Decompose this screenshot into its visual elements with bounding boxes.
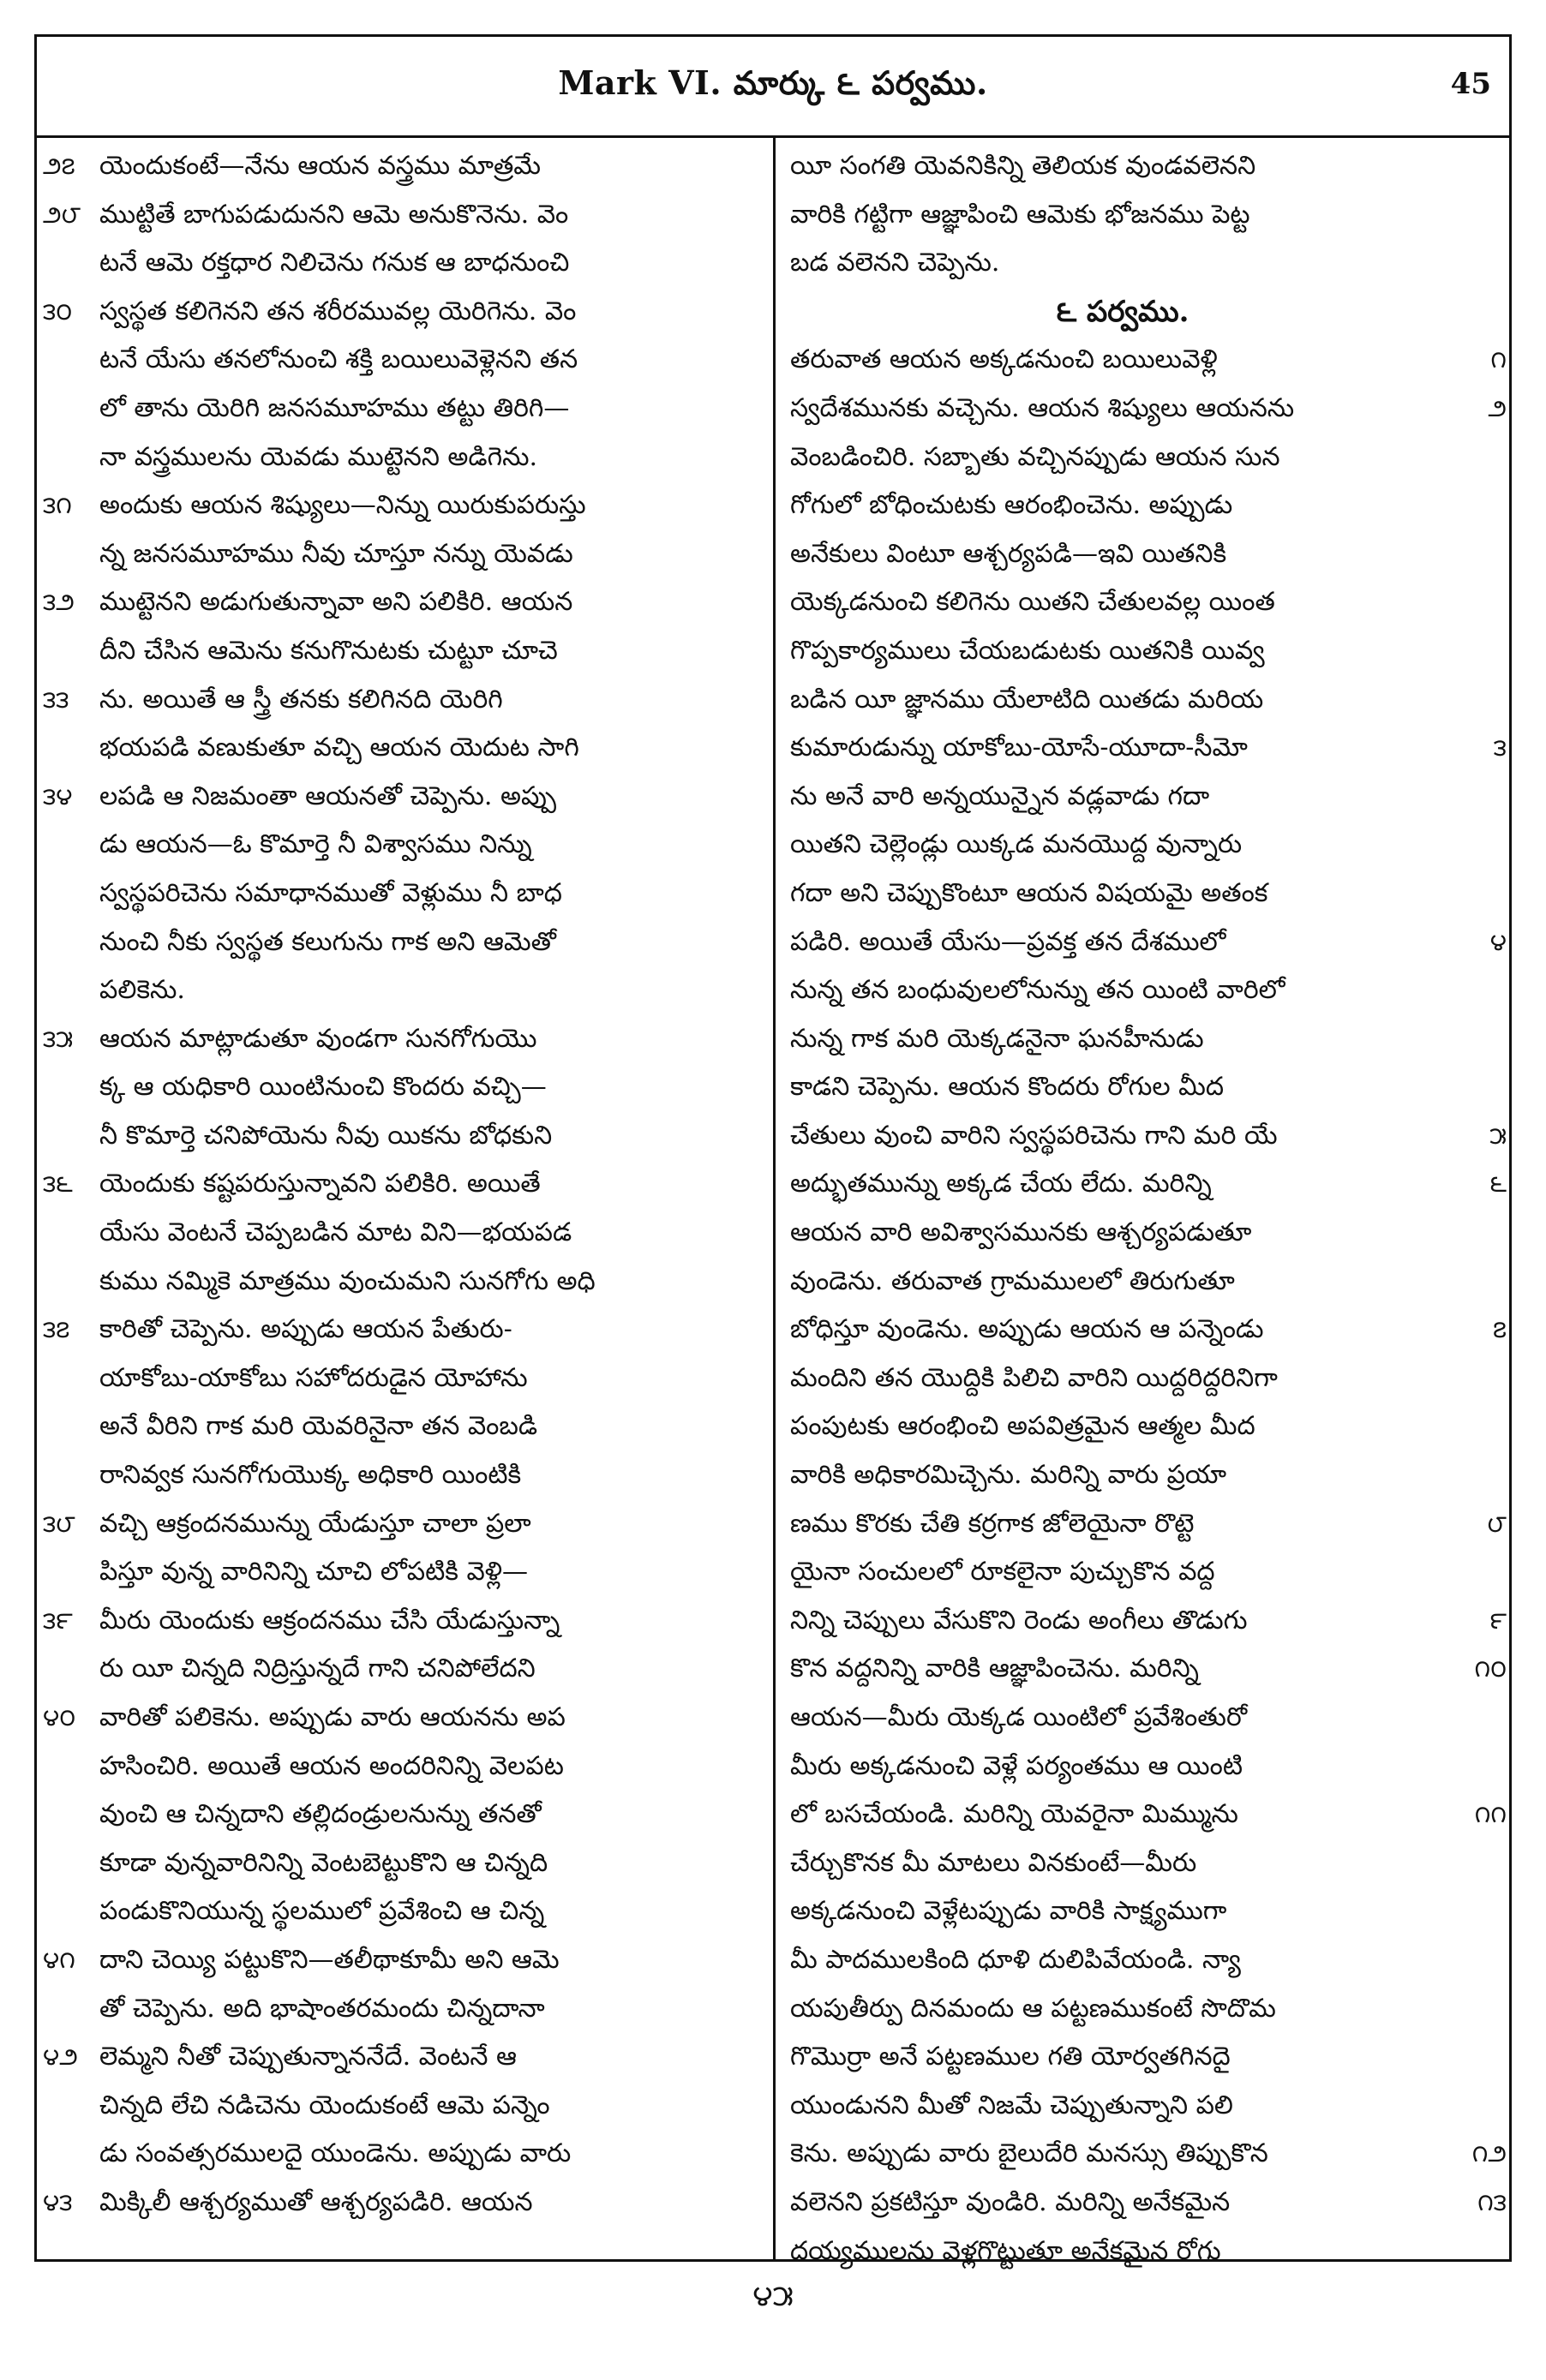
line-text: కూడా వున్నవారినిన్ని వెంటబెట్టుకొని ఆ చిన్నది — [99, 1847, 548, 1878]
text-line — [99, 239, 764, 288]
verse-number: ౧౨ — [1471, 2139, 1507, 2168]
verse-number: ౧ — [1490, 345, 1507, 374]
verse-number: ౬ — [1489, 1169, 1507, 1199]
verse-number: ౮ — [1487, 1509, 1507, 1538]
line-text: బోధిస్తూ వుండెను. అప్పుడు ఆయన ఆ పన్నెండు — [790, 1314, 1264, 1345]
line-text: యెందుకంటే—నేను ఆయన వస్త్రము మాత్రమే — [99, 151, 542, 181]
verse-number: ౩౨ — [43, 588, 75, 617]
line-text: క్క ఆ యధికారి యింటినుంచి కొందరు వచ్చి— — [99, 1072, 547, 1103]
line-text: ముట్టితే బాగుపడుదునని ఆమె అనుకొనెను. వెం — [99, 199, 569, 230]
line-text: కాడని చెప్పెను. ఆయన కొందరు రోగుల మీద — [790, 1072, 1225, 1103]
line-text: డు ఆయన—ఓ కొమార్తె నీ విశ్వాసము నిన్ను — [99, 829, 532, 860]
line-text: గొమొర్రా అనే పట్టణముల గతి యోర్వతగినదై — [790, 2042, 1231, 2072]
text-line — [790, 1209, 1455, 1258]
line-text: అక్కడనుంచి వెళ్లేటప్పుడు వారికి సాక్ష్యముగా — [790, 1896, 1227, 1927]
line-text: హసించిరి. అయితే ఆయన అందరినిన్ని వెలపట — [99, 1750, 564, 1781]
text-line — [790, 1548, 1455, 1597]
text-line — [43, 481, 764, 530]
text-line — [99, 1354, 764, 1403]
text-line — [99, 385, 764, 434]
line-text: ను అనే వారి అన్నయున్నైన వడ్లవాడు గదా — [790, 780, 1210, 811]
line-text: కొన వద్దనిన్ని వారికి ఆజ్ఞాపించెను. మరిన్ని — [790, 1653, 1199, 1684]
verse-number: ౯ — [1489, 1606, 1507, 1635]
line-text: తో చెప్పెను. అది భాషాంతరమందు చిన్నదానా — [99, 1993, 545, 2024]
text-line — [790, 676, 1455, 725]
line-text: ఆయన వారి అవిశ్వాసమునకు ఆశ్చర్యపడుతూ — [790, 1217, 1252, 1248]
verse-number: ౪౧ — [43, 1945, 75, 1974]
text-line — [790, 1887, 1455, 1936]
text-line — [790, 2033, 1455, 2082]
line-text: కెను. అప్పుడు వారు బైలుదేరి మనస్సు తిప్పుకొన — [790, 2138, 1268, 2169]
line-text: టనే యేసు తనలోనుంచి శక్తి బయిలువెళ్లెనని తన — [99, 344, 578, 375]
page-number: 45 — [1450, 67, 1491, 101]
line-text: బడ వలెనని చెప్పెను. — [790, 248, 1000, 278]
verse-number: ౪ — [1489, 927, 1507, 956]
line-text: అనేకులు వింటూ ఆశ్చర్యపడి—ఇవి యితనికి — [790, 538, 1227, 569]
line-text: కుమారుడున్ను యాకోబు-యోసే-యూదా-సీమో — [790, 733, 1248, 763]
verse-number: ౩౬ — [43, 1169, 73, 1199]
line-text: అందుకు ఆయన శిష్యులు—నిన్ను యిరుకుపరుస్తు — [99, 490, 586, 521]
text-line — [790, 1500, 1507, 1549]
line-text: మీరు యెందుకు ఆక్రందనము చేసి యేడుస్తున్నా — [99, 1605, 560, 1636]
line-text: వారితో పలికెను. అప్పుడు వారు ఆయనను అప — [99, 1702, 566, 1732]
text-line — [99, 1209, 764, 1258]
line-text: బడిన యీ జ్ఞానము యేలాటిది యితడు మరియ — [790, 684, 1264, 715]
text-line — [43, 1500, 764, 1549]
text-line — [790, 870, 1455, 918]
text-line — [99, 870, 764, 918]
text-line — [99, 1887, 764, 1936]
line-text: యేసు వెంటనే చెప్పబడిన మాట విని—భయపడ — [99, 1217, 572, 1248]
text-line — [790, 578, 1455, 627]
text-line — [43, 1597, 764, 1646]
line-text: పండుకొనియున్న స్థలములో ప్రవేశించి ఆ చిన్న — [99, 1896, 545, 1927]
line-text: యెక్కడనుంచి కలిగెను యితని చేతులవల్ల యింత — [790, 587, 1275, 618]
line-text: వెంబడించిరి. సబ్బాతు వచ్చినప్పుడు ఆయన సున — [790, 441, 1280, 472]
text-line — [99, 1258, 764, 1307]
line-text: దయ్యములను వెళ్లగొట్టుతూ అనేకమైన రోగు — [790, 2235, 1221, 2266]
line-text: నా వస్త్రములను యెవడు ముట్టెనని అడిగెను. — [99, 441, 538, 472]
line-text: మందిని తన యొద్దికి పిలిచి వారిని యిద్దరిద్దరినిగా — [790, 1362, 1278, 1393]
text-line — [43, 1160, 764, 1209]
verse-number: ౨ — [1488, 393, 1507, 422]
line-text: యుండునని మీతో నిజమే చెప్పుతున్నాని పలి — [790, 2090, 1233, 2120]
text-line — [790, 336, 1507, 385]
text-line — [790, 1063, 1455, 1112]
verse-number: ౩౪ — [43, 781, 73, 810]
line-text: పిస్తూ వున్న వారినిన్ని చూచి లోపటికి వెళ్లి— — [99, 1557, 529, 1588]
line-text: మీ పాదములకింది ధూళి దులిపివేయండి. న్యా — [790, 1944, 1241, 1975]
line-text: నిన్ని చెప్పులు వేసుకొని రెండు అంగీలు తొడుగు — [790, 1605, 1248, 1636]
line-text: ముట్టెనని అడుగుతున్నావా అని పలికిరి. ఆయన — [99, 587, 573, 618]
running-title: Mark VI. మార్కు ౬ పర్వము. — [558, 63, 988, 102]
line-text: వలెనని ప్రకటిస్తూ వుండిరి. మరిన్ని అనేకమైన — [790, 2186, 1231, 2217]
text-line — [790, 966, 1455, 1015]
line-text: ఆయన మాట్లాడుతూ వుండగా సునగోగుయొ — [99, 1023, 537, 1054]
verse-number: ౨౭ — [43, 152, 75, 180]
line-text: ణము కొరకు చేతి కర్రగాక జోలెయైనా రొట్టె — [790, 1508, 1195, 1539]
text-line — [99, 627, 764, 676]
text-line — [790, 627, 1455, 676]
line-text: నున్న గాక మరి యెక్కడనైనా ఘనహీనుడు — [790, 1023, 1204, 1054]
text-line — [43, 1306, 764, 1354]
line-text: గదా అని చెప్పుకొంటూ ఆయన విషయమై అతంక — [790, 877, 1268, 908]
verse-number: ౩౮ — [43, 1509, 75, 1538]
text-line — [43, 288, 764, 337]
verse-number: ౩ — [1493, 733, 1507, 762]
line-text: పలికెను. — [99, 975, 185, 1006]
text-line — [790, 1402, 1455, 1451]
text-line — [790, 1258, 1455, 1307]
text-line — [99, 1839, 764, 1888]
line-text: స్వస్థత కలిగెనని తన శరీరమువల్ల యెరిగెను. వెం — [99, 296, 577, 326]
verse-number: ౧౩ — [1477, 2187, 1507, 2216]
line-text: అద్భుతమున్ను అక్కడ చేయ లేదు. మరిన్ని — [790, 1169, 1212, 1199]
line-text: కారితో చెప్పెను. అప్పుడు ఆయన పేతురు- — [99, 1314, 512, 1345]
text-line — [790, 530, 1455, 579]
text-line — [790, 1015, 1455, 1064]
line-text: చేతులు వుంచి వారిని స్వస్థపరిచెను గాని మరి యే — [790, 1120, 1278, 1151]
line-text: స్వస్థపరిచెను సమాధానముతో వెళ్లుము నీ బాధ — [99, 877, 562, 908]
text-line — [43, 2179, 764, 2228]
line-text: ఆయన—మీరు యెక్కడ యింటిలో ప్రవేశింతురో — [790, 1702, 1248, 1732]
text-line — [99, 1645, 764, 1694]
line-text: లపడి ఆ నిజమంతా ఆయనతో చెప్పెను. అప్పు — [99, 780, 557, 811]
line-text: యాకోబు-యాకోబు సహోదరుడైన యోహాను — [99, 1362, 528, 1393]
line-text: గోగులో బోధించుటకు ఆరంభించెను. అప్పుడు — [790, 490, 1233, 521]
text-line — [790, 239, 1455, 288]
verse-number: ౭ — [1492, 1315, 1507, 1344]
line-text: భయపడి వణుకుతూ వచ్చి ఆయన యెదుట సాగి — [99, 733, 579, 763]
text-line — [790, 2179, 1507, 2228]
text-line — [99, 1985, 764, 2034]
text-line — [43, 1936, 764, 1985]
verse-number: ౪౨ — [43, 2042, 78, 2072]
text-line — [790, 1936, 1455, 1985]
line-text: మిక్కిలీ ఆశ్చర్యముతో ఆశ్చర్యపడిరి. ఆయన — [99, 2186, 533, 2217]
folio-signature: ౪౫ — [752, 2279, 794, 2313]
line-text: న్న జనసమూహము నీవు చూస్తూ నన్ను యెవడు — [99, 538, 573, 569]
text-line — [790, 1985, 1455, 2034]
text-line — [790, 1306, 1507, 1354]
verse-number: ౩౯ — [43, 1606, 73, 1635]
line-text: వారికి గట్టిగా ఆజ్ఞాపించి ఆమెకు భోజనము పెట్ట — [790, 199, 1250, 230]
text-line — [790, 918, 1507, 967]
text-line — [43, 142, 764, 191]
text-line — [99, 1402, 764, 1451]
text-line — [99, 1548, 764, 1597]
line-text: యీ సంగతి యెవనికిన్ని తెలియక వుండవలెనని — [790, 151, 1256, 181]
verse-number: ౩౩ — [43, 685, 69, 714]
text-line — [43, 2033, 764, 2082]
text-line — [790, 385, 1507, 434]
line-text: స్వదేశమునకు వచ్చెను. ఆయన శిష్యులు ఆయనను — [790, 392, 1295, 423]
line-text: వచ్చి ఆక్రందనమున్ను యేడుస్తూ చాలా ప్రలా — [99, 1508, 531, 1539]
text-line — [99, 336, 764, 385]
line-text: పడిరి. అయితే యేసు—ప్రవక్త తన దేశములో — [790, 926, 1226, 957]
verse-number: ౩౦ — [43, 296, 73, 326]
verse-number: ౪౦ — [43, 1703, 76, 1731]
text-line — [790, 1112, 1507, 1161]
text-line — [790, 1694, 1455, 1743]
line-text: ౬ పర్వము. — [1056, 294, 1189, 329]
text-line — [99, 1063, 764, 1112]
line-text: చిన్నది లేచి నడిచెను యెందుకంటే ఆమె పన్నెం — [99, 2090, 550, 2120]
line-text: యెందుకు కష్టపరుస్తున్నావని పలికిరి. అయితే — [99, 1169, 541, 1199]
verse-number: ౩౫ — [43, 1024, 74, 1053]
text-line — [790, 142, 1455, 191]
verse-number: ౩౭ — [43, 1315, 70, 1344]
line-text: యితని చెల్లెండ్లు యిక్కడ మనయొద్ద వున్నారు — [790, 829, 1243, 860]
verse-number: ౧౦ — [1474, 1654, 1507, 1683]
line-text: దీని చేసిన ఆమెను కనుగొనుటకు చుట్టూ చూచె — [99, 635, 558, 666]
line-text: రు యీ చిన్నది నిద్రిస్తున్నదే గాని చనిపోలేదని — [99, 1653, 536, 1684]
text-line — [43, 1694, 764, 1743]
line-text: లో బసచేయండి. మరిన్ని యెవరైనా మిమ్మును — [790, 1799, 1238, 1830]
text-line — [99, 434, 764, 482]
text-line — [99, 2130, 764, 2179]
line-text: నున్న తన బంధువులలోనున్ను తన యింటి వారిలో — [790, 975, 1285, 1006]
text-line — [790, 1791, 1507, 1839]
text-line — [790, 434, 1455, 482]
verse-number: ౧౧ — [1474, 1800, 1507, 1829]
left-column — [38, 142, 771, 2250]
text-line — [99, 918, 764, 967]
line-text: పంపుటకు ఆరంభించి అపవిత్రమైన ఆత్మల మీద — [790, 1411, 1255, 1442]
line-text: గొప్పకార్యములు చేయబడుటకు యితనికి యివ్వ — [790, 635, 1265, 666]
text-line — [99, 2082, 764, 2131]
line-text: చేర్చుకొనక మీ మాటలు వినకుంటే—మీరు — [790, 1847, 1197, 1878]
text-line — [43, 191, 764, 240]
verse-number: ౫ — [1489, 1121, 1507, 1150]
text-line — [43, 578, 764, 627]
text-line — [790, 821, 1455, 870]
text-line — [790, 1354, 1455, 1403]
text-line — [99, 821, 764, 870]
text-line — [790, 1743, 1455, 1791]
line-text: వుంచి ఆ చిన్నదాని తల్లిదండ్రులనున్ను తనతో — [99, 1799, 542, 1830]
text-line — [790, 2130, 1507, 2179]
chapter-heading — [790, 288, 1455, 337]
line-text: లెమ్మని నీతో చెప్పుతున్నాననేదే. వెంటనే ఆ — [99, 2042, 517, 2072]
line-text: వుండెను. తరువాత గ్రామములలో తిరుగుతూ — [790, 1265, 1235, 1296]
text-line — [99, 1791, 764, 1839]
page-header — [34, 53, 1512, 122]
text-line — [43, 773, 764, 822]
text-line — [99, 1112, 764, 1161]
verse-number: ౪౩ — [43, 2187, 73, 2216]
text-line — [99, 1451, 764, 1500]
column-divider — [773, 137, 776, 2262]
text-line — [790, 2082, 1455, 2131]
line-text: నుంచి నీకు స్వస్థత కలుగును గాక అని ఆమెతో — [99, 926, 556, 957]
text-line — [790, 1597, 1507, 1646]
line-text: అనే వీరిని గాక మరి యెవరినైనా తన వెంబడి — [99, 1411, 538, 1442]
text-line — [99, 1743, 764, 1791]
text-line — [790, 1160, 1507, 1209]
text-line — [43, 676, 764, 725]
text-line — [99, 966, 764, 1015]
text-line — [790, 191, 1455, 240]
text-line — [790, 724, 1507, 773]
line-text: లో తాను యెరిగి జనసమూహము తట్టు తిరిగి— — [99, 392, 570, 423]
line-text: ను. అయితే ఆ స్త్రీ తనకు కలిగినది యెరిగి — [99, 684, 503, 715]
verse-number: ౩౧ — [43, 491, 72, 520]
right-column — [782, 142, 1512, 2266]
line-text: దాని చెయ్యి పట్టుకొని—తలీథాకూమీ అని ఆమె — [99, 1944, 560, 1975]
text-line — [790, 2228, 1455, 2276]
line-text: యైనా సంచులలో రూకలైనా పుచ్చుకొన వద్ద — [790, 1557, 1215, 1588]
text-line — [43, 1015, 764, 1064]
line-text: యపుతీర్పు దినమందు ఆ పట్టణముకంటే సొదొమ — [790, 1993, 1276, 2024]
text-line — [99, 530, 764, 579]
line-text: వారికి అధికారమిచ్చెను. మరిన్ని వారు ప్రయా — [790, 1460, 1227, 1491]
text-line — [99, 724, 764, 773]
line-text: తరువాత ఆయన అక్కడనుంచి బయిలువెళ్లి — [790, 344, 1218, 375]
line-text: రానివ్వక సునగోగుయొక్క అధికారి యింటికి — [99, 1460, 522, 1491]
text-line — [790, 1839, 1455, 1888]
line-text: నీ కొమార్తె చనిపోయెను నీవు యికను బోధకుని — [99, 1120, 553, 1151]
line-text: టనే ఆమె రక్తధార నిలిచెను గనుక ఆ బాధనుంచి — [99, 248, 570, 278]
line-text: కుము నమ్మికె మాత్రము వుంచుమని సునగోగు అధి — [99, 1265, 596, 1296]
text-line — [790, 773, 1455, 822]
verse-number: ౨౮ — [43, 200, 81, 229]
line-text: మీరు అక్కడనుంచి వెళ్లే పర్యంతము ఆ యింటి — [790, 1750, 1243, 1781]
line-text: డు సంవత్సరములదై యుండెను. అప్పుడు వారు — [99, 2138, 572, 2169]
text-line — [790, 481, 1455, 530]
text-line — [790, 1645, 1507, 1694]
text-line — [790, 1451, 1455, 1500]
